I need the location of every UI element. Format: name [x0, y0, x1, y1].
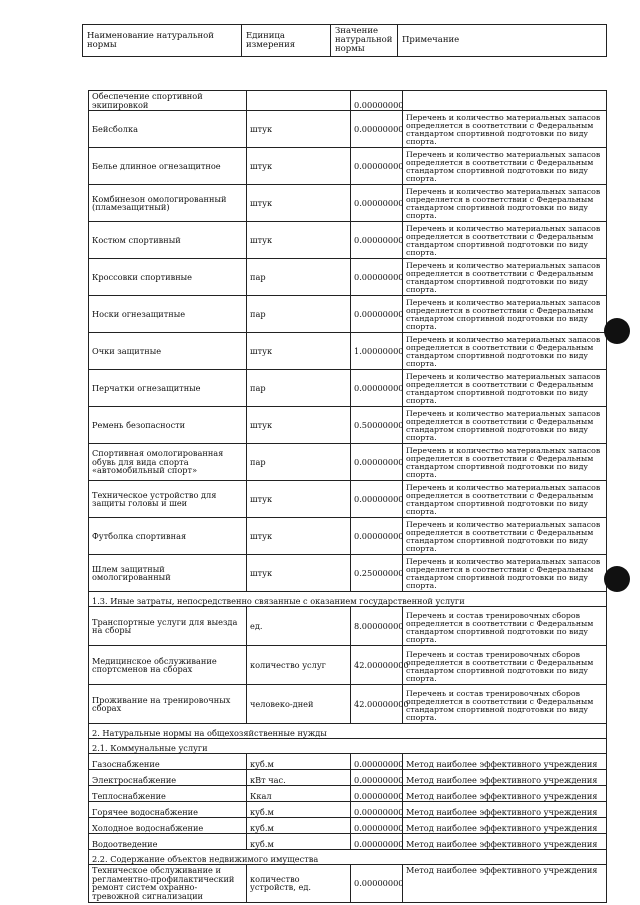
item-name: Техническое устройство для защиты головы и шеи: [89, 481, 247, 518]
item-note: Перечень и количество материальных запасов определяется в соответствии с Федеральным стандартом спортивной подготовки по виду спорта.: [403, 333, 607, 370]
item-name: Футболка спортивная: [89, 518, 247, 555]
table-row: [89, 770, 607, 786]
other-item-note: Перечень и состав тренировочных сборов определяется в соответствии с Федеральным стандартом спортивной подготовки по виду спорта.: [403, 646, 607, 685]
punch-hole: [604, 566, 630, 592]
utility-unit: куб.м: [247, 818, 351, 834]
other-item-name: Проживание на тренировочных сборах: [89, 685, 247, 724]
item-value: 0.00000000: [351, 259, 403, 296]
table-row: [89, 786, 607, 802]
item-note: Перечень и количество материальных запасов определяется в соответствии с Федеральным стандартом спортивной подготовки по виду спорта.: [403, 259, 607, 296]
item-name: Шлем защитный омологированный: [89, 555, 247, 592]
table-row: [89, 407, 607, 444]
utility-note: Метод наиболее эффективного учреждения: [403, 834, 607, 850]
utility-unit: кВт час.: [247, 770, 351, 786]
table-row: [89, 834, 607, 850]
item-note: Перечень и количество материальных запасов определяется в соответствии с Федеральным стандартом спортивной подготовки по виду спорта.: [403, 481, 607, 518]
item-note: Перечень и количество материальных запасов определяется в соответствии с Федеральным стандартом спортивной подготовки по виду спорта.: [403, 444, 607, 481]
header-col-value: Значение натуральной нормы: [331, 25, 398, 57]
item-value: 0.00000000: [351, 444, 403, 481]
equipment-group-unit: [247, 91, 351, 111]
other-item-unit: количество услуг: [247, 646, 351, 685]
item-unit: штук: [247, 481, 351, 518]
utility-value: 0.00000000: [351, 754, 403, 770]
item-name: Носки огнезащитные: [89, 296, 247, 333]
item-note: Перечень и количество материальных запасов определяется в соответствии с Федеральным стандартом спортивной подготовки по виду спорта.: [403, 111, 607, 148]
utility-unit: куб.м: [247, 834, 351, 850]
item-unit: пар: [247, 370, 351, 407]
table-row: [89, 259, 607, 296]
item-note: Перечень и количество материальных запасов определяется в соответствии с Федеральным стандартом спортивной подготовки по виду спорта.: [403, 222, 607, 259]
equipment-group-name: Обеспечение спортивной экипировкой: [89, 91, 247, 111]
table-row: [89, 111, 607, 148]
item-value: 0.00000000: [351, 481, 403, 518]
item-note: Перечень и количество материальных запасов определяется в соответствии с Федеральным стандартом спортивной подготовки по виду спорта.: [403, 518, 607, 555]
item-name: Комбинезон омологированный (пламезащитный): [89, 185, 247, 222]
section-row: [89, 739, 607, 754]
item-value: 0.00000000: [351, 370, 403, 407]
table-row: [89, 296, 607, 333]
item-name: Ремень безопасности: [89, 407, 247, 444]
item-name: Бейсболка: [89, 111, 247, 148]
header-table: [82, 24, 607, 57]
item-name: Белье длинное огнезащитное: [89, 148, 247, 185]
item-name: Костюм спортивный: [89, 222, 247, 259]
item-unit: штук: [247, 518, 351, 555]
utility-note: Метод наиболее эффективного учреждения: [403, 770, 607, 786]
item-value: 0.00000000: [351, 222, 403, 259]
property-item-note: Метод наиболее эффективного учреждения: [403, 865, 607, 902]
other-item-unit: ед.: [247, 607, 351, 646]
utility-unit: Ккал: [247, 786, 351, 802]
table-row: [89, 607, 607, 646]
equipment-group-note: [403, 91, 607, 111]
item-name: Кроссовки спортивные: [89, 259, 247, 296]
table-row: [89, 802, 607, 818]
section-other-title: 1.3. Иные затраты, непосредственно связанные с оказанием государственной услуги: [89, 592, 607, 607]
item-value: 0.25000000: [351, 555, 403, 592]
item-note: Перечень и количество материальных запасов определяется в соответствии с Федеральным стандартом спортивной подготовки по виду спорта.: [403, 296, 607, 333]
section-row: [89, 592, 607, 607]
header-col-name: Наименование натуральной нормы: [83, 25, 242, 57]
other-item-name: Медицинское обслуживание спортсменов на сборах: [89, 646, 247, 685]
item-note: Перечень и количество материальных запасов определяется в соответствии с Федеральным стандартом спортивной подготовки по виду спорта.: [403, 148, 607, 185]
utility-note: Метод наиболее эффективного учреждения: [403, 786, 607, 802]
table-row: [89, 148, 607, 185]
item-unit: штук: [247, 111, 351, 148]
item-name: Спортивная омологированная обувь для вида спорта «автомобильный спорт»: [89, 444, 247, 481]
table-row: [89, 481, 607, 518]
item-value: 0.00000000: [351, 185, 403, 222]
property-item-name: Техническое обслуживание и регламентно-профилактический ремонт систем охранно-тревожной сигнализации: [89, 865, 247, 902]
item-value: 0.00000000: [351, 148, 403, 185]
item-unit: штук: [247, 333, 351, 370]
table-row: [89, 646, 607, 685]
item-name: Очки защитные: [89, 333, 247, 370]
utility-name: Холодное водоснабжение: [89, 818, 247, 834]
utility-name: Теплоснабжение: [89, 786, 247, 802]
item-unit: пар: [247, 296, 351, 333]
item-value: 0.00000000: [351, 518, 403, 555]
utility-value: 0.00000000: [351, 834, 403, 850]
table-row: [89, 754, 607, 770]
table-row: [89, 555, 607, 592]
item-name: Перчатки огнезащитные: [89, 370, 247, 407]
table-row: [89, 91, 607, 111]
utility-value: 0.00000000: [351, 786, 403, 802]
item-value: 0.00000000: [351, 111, 403, 148]
other-item-note: Перечень и состав тренировочных сборов определяется в соответствии с Федеральным стандартом спортивной подготовки по виду спорта.: [403, 685, 607, 724]
property-item-value: 0.00000000: [351, 865, 403, 902]
item-value: 0.50000000: [351, 407, 403, 444]
item-unit: штук: [247, 407, 351, 444]
item-unit: штук: [247, 185, 351, 222]
equipment-group-value: 0.00000000: [351, 91, 403, 111]
utility-value: 0.00000000: [351, 818, 403, 834]
utility-note: Метод наиболее эффективного учреждения: [403, 754, 607, 770]
table-row: [89, 222, 607, 259]
item-value: 0.00000000: [351, 296, 403, 333]
section-utilities-title: 2.1. Коммунальные услуги: [89, 739, 607, 754]
table-row: [89, 865, 607, 902]
other-item-name: Транспортные услуги для выезда на сборы: [89, 607, 247, 646]
other-item-unit: человеко-дней: [247, 685, 351, 724]
property-item-unit: количество устройств, ед.: [247, 865, 351, 902]
table-row: [89, 685, 607, 724]
utility-unit: куб.м: [247, 802, 351, 818]
table-row: [89, 370, 607, 407]
utility-unit: куб.м: [247, 754, 351, 770]
item-note: Перечень и количество материальных запасов определяется в соответствии с Федеральным стандартом спортивной подготовки по виду спорта.: [403, 407, 607, 444]
table-row: [89, 818, 607, 834]
header-row: [83, 25, 607, 57]
item-unit: пар: [247, 444, 351, 481]
utility-value: 0.00000000: [351, 802, 403, 818]
utility-value: 0.00000000: [351, 770, 403, 786]
norms-table: [88, 90, 607, 903]
utility-name: Газоснабжение: [89, 754, 247, 770]
item-note: Перечень и количество материальных запасов определяется в соответствии с Федеральным стандартом спортивной подготовки по виду спорта.: [403, 555, 607, 592]
other-item-value: 8.00000000: [351, 607, 403, 646]
section-row: [89, 850, 607, 865]
item-note: Перечень и количество материальных запасов определяется в соответствии с Федеральным стандартом спортивной подготовки по виду спорта.: [403, 370, 607, 407]
item-unit: штук: [247, 222, 351, 259]
section-row: [89, 724, 607, 739]
table-row: [89, 444, 607, 481]
item-unit: штук: [247, 148, 351, 185]
punch-hole: [604, 318, 630, 344]
item-note: Перечень и количество материальных запасов определяется в соответствии с Федеральным стандартом спортивной подготовки по виду спорта.: [403, 185, 607, 222]
header-col-note: Примечание: [398, 25, 607, 57]
item-value: 1.00000000: [351, 333, 403, 370]
table-row: [89, 185, 607, 222]
section-general-title: 2. Натуральные нормы на общехозяйственные нужды: [89, 724, 607, 739]
utility-note: Метод наиболее эффективного учреждения: [403, 818, 607, 834]
item-unit: штук: [247, 555, 351, 592]
header-col-unit: Единица измерения: [242, 25, 331, 57]
other-item-note: Перечень и состав тренировочных сборов определяется в соответствии с Федеральным стандартом спортивной подготовки по виду спорта.: [403, 607, 607, 646]
utility-name: Горячее водоснабжение: [89, 802, 247, 818]
utility-name: Водоотведение: [89, 834, 247, 850]
other-item-value: 42.00000000: [351, 646, 403, 685]
table-row: [89, 518, 607, 555]
other-item-value: 42.00000000: [351, 685, 403, 724]
item-unit: пар: [247, 259, 351, 296]
utility-name: Электроснабжение: [89, 770, 247, 786]
utility-note: Метод наиболее эффективного учреждения: [403, 802, 607, 818]
section-property-title: 2.2. Содержание объектов недвижимого имущества: [89, 850, 607, 865]
table-row: [89, 333, 607, 370]
